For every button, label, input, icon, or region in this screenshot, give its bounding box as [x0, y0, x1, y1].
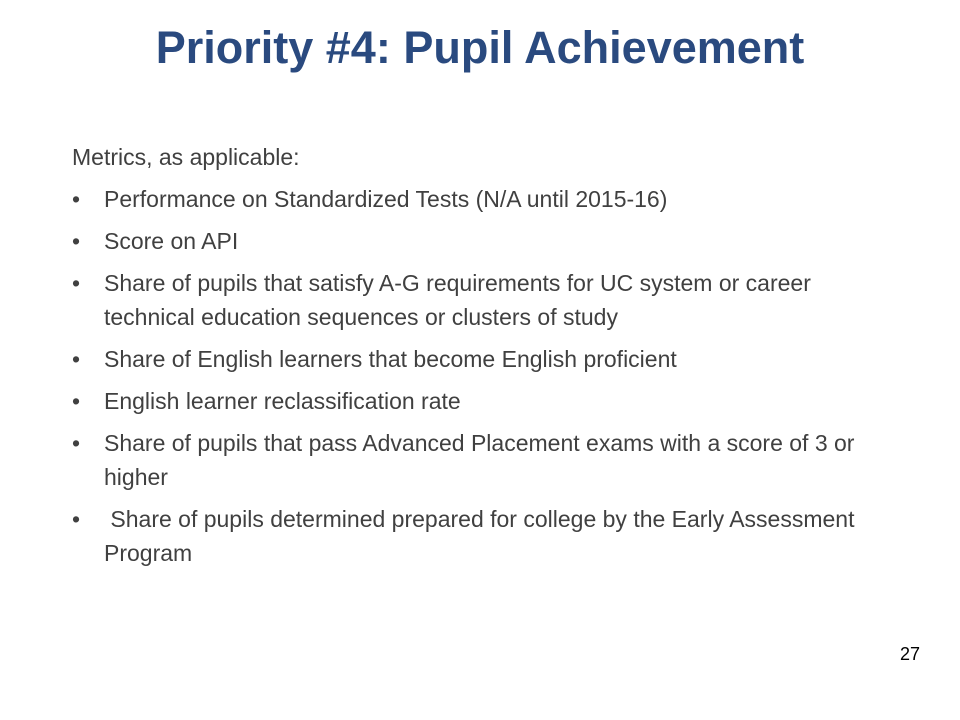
list-item: [72, 224, 902, 258]
bullet-icon: •: [72, 388, 81, 414]
list-item-text: Share of pupils that satisfy A-G requirements for UC system or career technical education sequences or clusters of study: [104, 270, 811, 330]
bullet-icon: •: [72, 270, 81, 296]
list-item: [72, 384, 902, 418]
bullet-icon: •: [72, 506, 81, 532]
list-item-text: Score on API: [104, 228, 239, 254]
bullet-icon: •: [72, 346, 81, 372]
slide-body: [72, 140, 902, 578]
page-number: 27: [899, 644, 920, 664]
list-item: [72, 266, 902, 334]
list-item-text: English learner reclassification rate: [104, 388, 461, 414]
bullet-icon: •: [72, 186, 81, 212]
bullet-icon: •: [72, 228, 81, 254]
metrics-list: [72, 182, 902, 570]
list-item: [72, 502, 902, 570]
list-item: [72, 342, 902, 376]
list-item-text: Share of pupils determined prepared for college by the Early Assessment Program: [104, 506, 861, 566]
list-item-text: Performance on Standardized Tests (N/A until 2015-16): [104, 186, 668, 212]
slide-title: Priority #4: Pupil Achievement: [155, 22, 805, 73]
metrics-intro: Metrics, as applicable:: [72, 144, 300, 170]
list-item-text: Share of pupils that pass Advanced Placement exams with a score of 3 or higher: [104, 430, 855, 490]
bullet-icon: •: [72, 430, 81, 456]
list-item: [72, 182, 902, 216]
list-item-text: Share of English learners that become English proficient: [104, 346, 677, 372]
list-item: [72, 426, 902, 494]
